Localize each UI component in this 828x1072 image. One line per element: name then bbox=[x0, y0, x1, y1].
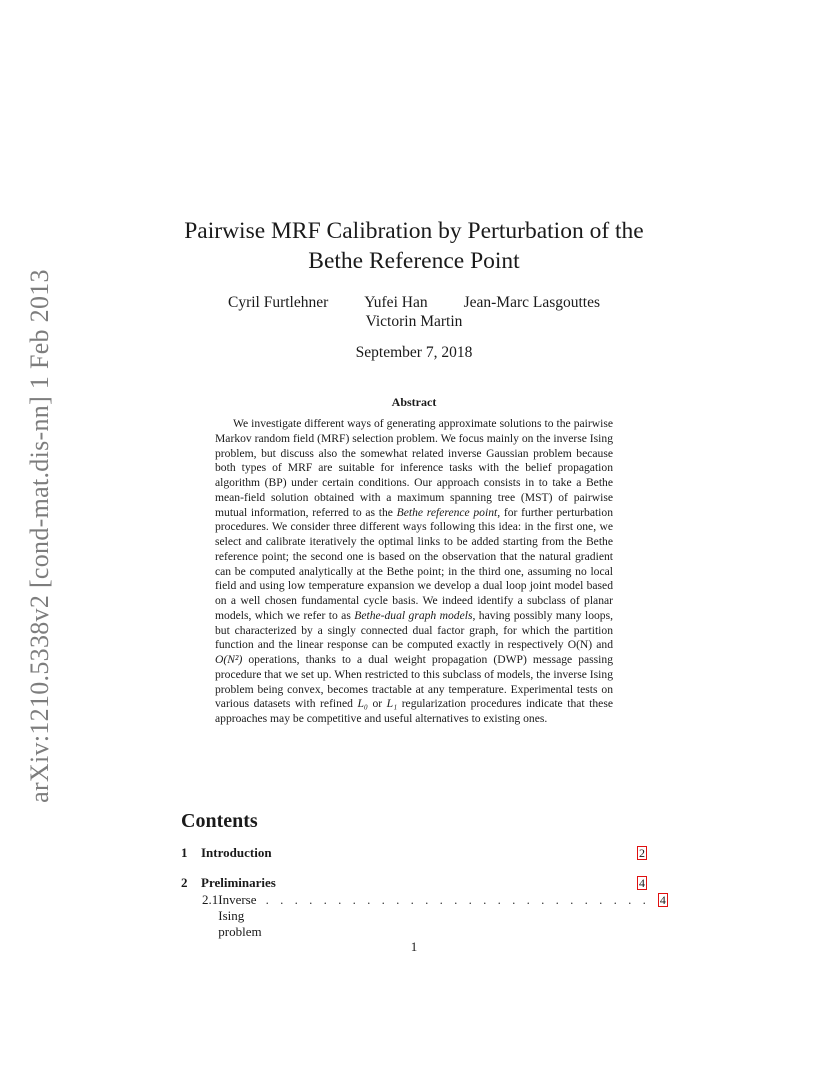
author-name: Jean-Marc Lasgouttes bbox=[463, 294, 601, 311]
paper-title bbox=[170, 216, 658, 276]
author-list bbox=[170, 293, 658, 331]
abstract-text: , for further perturbation procedures. We consider three different ways following this idea: in the first one, we select and calibrate iteratively the optimal links to be added starting from the Bethe reference point; the second one is based on the observation that the natural gradient can be computed analytically at the Bethe point; in the third one, assuming no local field and using low temperature expansion we develop a dual loop joint model based on a well chosen fundamental cycle basis. We indeed identify a subclass of planar models, which we refer to as bbox=[215, 505, 614, 622]
toc-number: 1 bbox=[181, 845, 188, 860]
arxiv-sidebar bbox=[22, 258, 58, 814]
abstract-text: or bbox=[367, 697, 387, 711]
toc-entry-preliminaries[interactable] bbox=[181, 875, 647, 891]
abstract-math: O(N²) bbox=[215, 653, 243, 666]
abstract-text: operations, thanks to a dual weight propagation (DWP) message passing procedure that we set up. When restricted to this subclass of models, the inverse Ising problem being convex, becomes tractable at any temperature. Experimental tests on various datasets with refined bbox=[215, 653, 613, 711]
toc-title: Inverse Ising problem bbox=[218, 892, 262, 939]
abstract-math: L₀ bbox=[357, 697, 368, 711]
toc-title: Preliminaries bbox=[201, 875, 276, 890]
toc-page-link[interactable]: 4 bbox=[639, 876, 645, 890]
toc-page-link[interactable]: 2 bbox=[639, 846, 645, 860]
arxiv-identifier: arXiv:1210.5338v2 [cond-mat.dis-nn] 1 Feb 2013 bbox=[25, 269, 54, 803]
toc-page-link[interactable]: 4 bbox=[659, 893, 666, 907]
toc-entry-inverse-ising[interactable] bbox=[181, 892, 666, 940]
abstract-text: We investigate different ways of generating approximate solutions to the pairwise Markov random field (MRF) selection problem. We focus mainly on the inverse Ising problem, but discuss also the somewhat related inverse Gaussian problem because both types of MRF are suitable for inference tasks with the belief propagation algorithm (BP) under certain conditions. Our approach consists in to take a Bethe mean-field solution obtained with a maximum spanning tree (MST) of pairwise mutual information, referred to as the bbox=[215, 417, 613, 519]
title-line-2: Bethe Reference Point bbox=[308, 248, 520, 274]
abstract-text: , having possibly many loops, but characterized by a singly connected dual factor graph, for which the partition function and the linear response can be computed exactly in respectively O(N) and bbox=[215, 608, 614, 652]
abstract-emphasis: Bethe-dual graph models bbox=[354, 608, 473, 622]
abstract-math: L₁ bbox=[386, 697, 398, 711]
abstract-heading: Abstract bbox=[391, 395, 437, 409]
page-number: 1 bbox=[410, 939, 418, 954]
toc-title: Introduction bbox=[201, 845, 272, 860]
abstract-text: regularization procedures indicate that these approaches may be competitive and useful alternatives to existing ones. bbox=[215, 697, 613, 725]
abstract-emphasis: Bethe reference point bbox=[396, 505, 498, 519]
toc-leader-dots: . . . . . . . . . . . . . . . . . . . . . . . . . . . bbox=[265, 892, 650, 907]
paper-date: September 7, 2018 bbox=[355, 344, 473, 361]
toc-entry-introduction[interactable] bbox=[181, 845, 647, 861]
author-name: Yufei Han bbox=[364, 294, 428, 311]
contents-heading: Contents bbox=[181, 810, 258, 832]
toc-number: 2 bbox=[181, 875, 188, 890]
title-line-1: Pairwise MRF Calibration by Perturbation of the bbox=[184, 218, 644, 244]
author-name: Victorin Martin bbox=[365, 313, 463, 330]
abstract-body bbox=[215, 417, 613, 727]
author-name: Cyril Furtlehner bbox=[227, 294, 329, 311]
toc-number: 2.1 bbox=[202, 892, 219, 907]
